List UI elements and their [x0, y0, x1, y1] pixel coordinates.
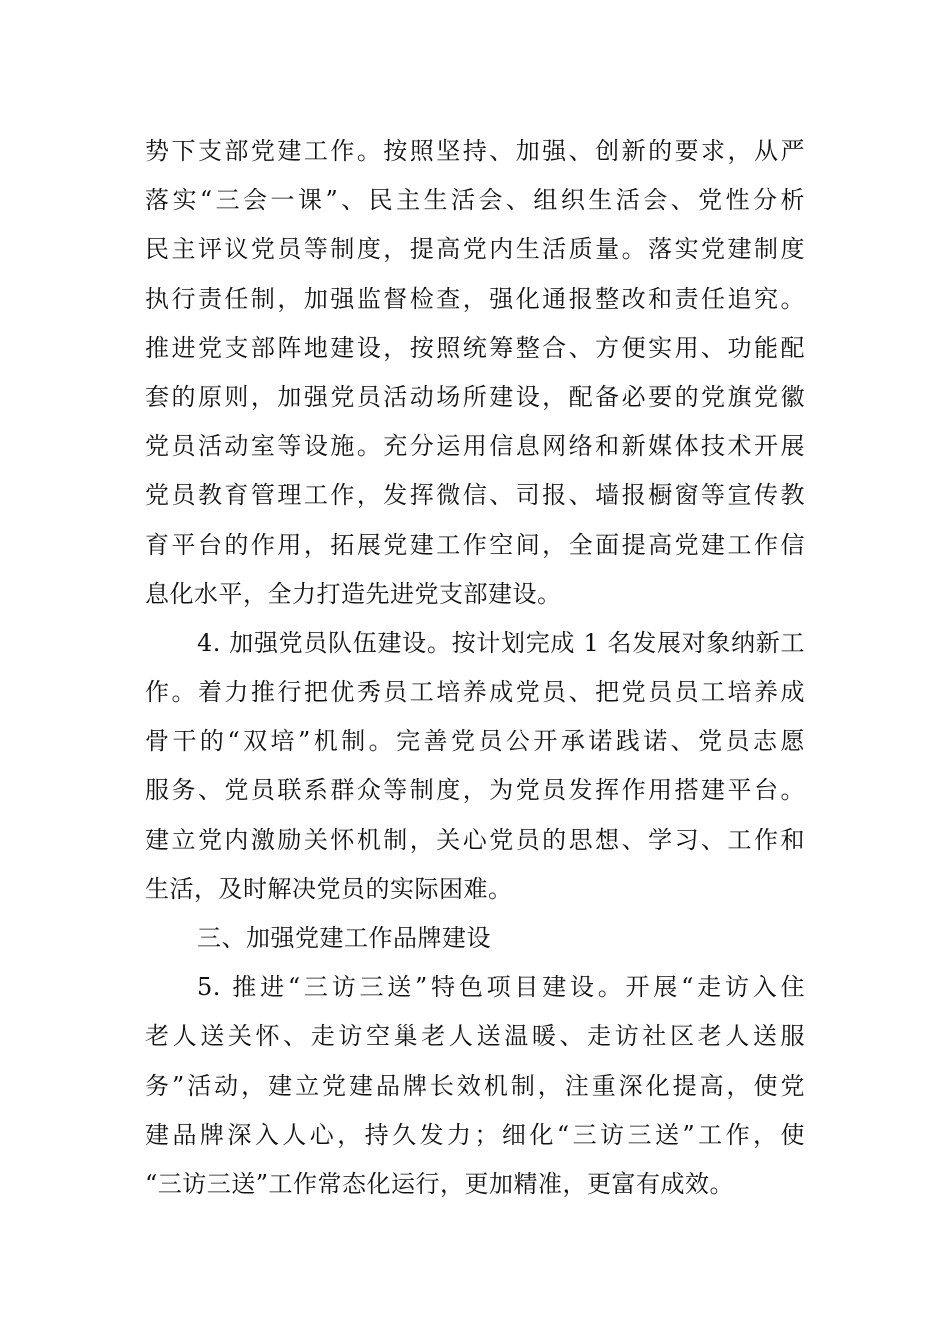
paragraph-line: 套的原则，加强党员活动场所建设，配备必要的党旗党徽	[145, 382, 805, 411]
paragraph-line: 建品牌深入人心，持久发力；细化“三访三送”工作，使	[145, 1120, 805, 1149]
paragraph-line: 执行责任制，加强监督检查，强化通报整改和责任追究。	[145, 284, 805, 313]
paragraph-line: 4. 加强党员队伍建设。按计划完成 1 名发展对象纳新工	[197, 628, 805, 657]
paragraph-line: 建立党内激励关怀机制，关心党员的思想、学习、工作和	[145, 825, 805, 854]
paragraph-line: 务”活动，建立党建品牌长效机制，注重深化提高，使党	[145, 1071, 805, 1100]
section-heading: 三、加强党建工作品牌建设	[197, 924, 491, 952]
paragraph-line: 落实“三会一课”、民主生活会、组织生活会、党性分析	[145, 186, 805, 215]
paragraph-line: 息化水平，全力打造先进党支部建设。	[145, 579, 562, 608]
paragraph-line: 服务、党员联系群众等制度，为党员发挥作用搭建平台。	[145, 776, 805, 805]
document-body	[145, 127, 805, 1209]
paragraph-line: 5. 推进“三访三送”特色项目建设。开展“走访入住	[197, 973, 805, 1002]
paragraph-line: 骨干的“双培”机制。完善党员公开承诺践诺、党员志愿	[145, 727, 805, 756]
paragraph-line: 党员教育管理工作，发挥微信、司报、墙报橱窗等宣传教	[145, 481, 805, 510]
paragraph-line: 民主评议党员等制度，提高党内生活质量。落实党建制度	[145, 235, 805, 264]
paragraph-line: 生活，及时解决党员的实际困难。	[145, 874, 513, 903]
paragraph-line: 老人送关怀、走访空巢老人送温暖、走访社区老人送服	[145, 1022, 805, 1051]
paragraph-line: “三访三送”工作常态化运行，更加精准，更富有成效。	[145, 1169, 735, 1198]
paragraph-line: 推进党支部阵地建设，按照统筹整合、方便实用、功能配	[145, 333, 805, 362]
paragraph-line: 育平台的作用，拓展党建工作空间，全面提高党建工作信	[145, 530, 805, 559]
paragraph-line: 党员活动室等设施。充分运用信息网络和新媒体技术开展	[145, 432, 805, 461]
paragraph-line: 作。着力推行把优秀员工培养成党员、把党员员工培养成	[145, 678, 805, 707]
paragraph-line: 势下支部党建工作。按照坚持、加强、创新的要求，从严	[145, 137, 805, 165]
